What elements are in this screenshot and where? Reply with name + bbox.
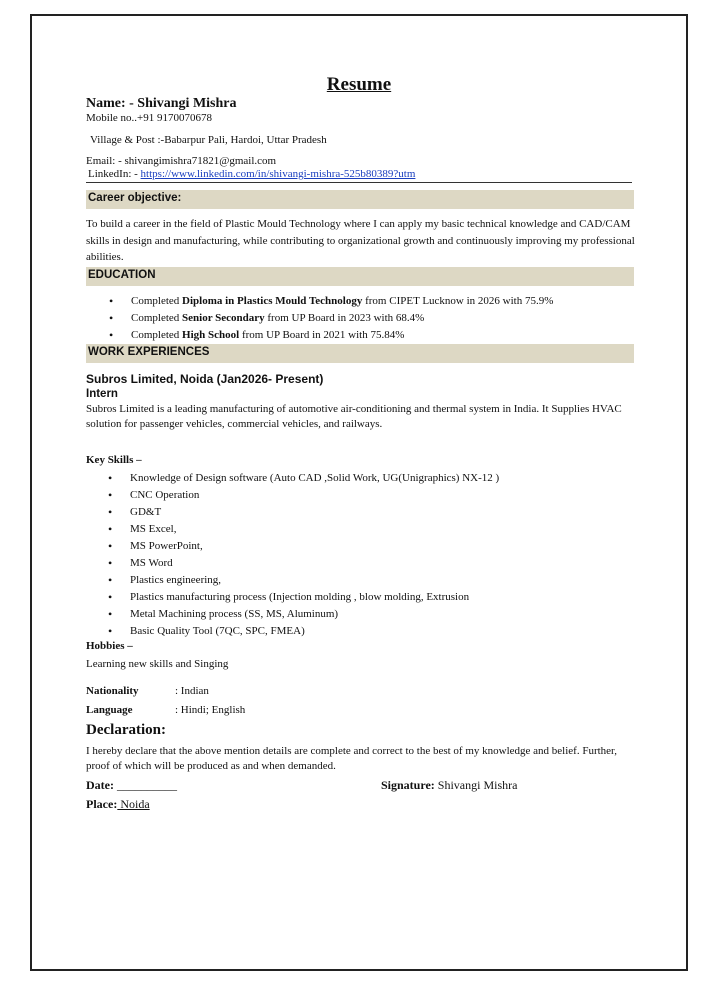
bullet-icon: • [108,471,113,485]
date-line [86,778,177,793]
bullet-icon: • [109,294,114,308]
mobile-number: Mobile no..+91 9170070678 [86,112,212,124]
bullet-icon: • [108,505,113,519]
skill-item: • Metal Machining process (SS, MS, Aluminum) [108,607,339,621]
bullet-icon: • [108,573,113,587]
career-objective-text: To build a career in the field of Plastic Mould Technology where I can apply my basic technical knowledge and CAD/CAM skills in design and manufacturing, while contributing to organizational growth and continuously improving my professional abilities. [86,218,635,263]
declaration-text: I hereby declare that the above mention details are complete and correct to the best of my knowledge and belief. Further, proof of which will be produced as and when demanded. [86,745,618,772]
bullet-icon: • [108,488,113,502]
skill-item: • GD&T [108,505,162,519]
skill-item: • Basic Quality Tool (7QC, SPC, FMEA) [108,624,305,638]
education-item: • Completed Diploma in Plastics Mould Technology from CIPET Lucknow in 2026 with 75.9% [109,294,554,308]
bullet-icon: • [108,607,113,621]
skill-item: • Plastics manufacturing process (Injection molding , blow molding, Extrusion [108,590,470,604]
nationality-label: Nationality [86,685,139,697]
signature-line [381,778,517,793]
bullet-icon: • [109,328,114,342]
company-dates: (Jan2026- Present) [213,372,324,386]
work-experience-band [86,344,634,363]
education-item: • Completed High School from UP Board in 2021 with 75.84% [109,328,405,342]
skill-item: • Knowledge of Design software (Auto CAD ,Solid Work, UG(Unigraphics) NX-12 ) [108,471,500,485]
skill-item: • Plastics engineering, [108,573,222,587]
candidate-name: Name: - Shivangi Mishra [86,96,237,111]
signature-label: Signature: [381,778,435,792]
career-objective-band [86,190,634,209]
address: Village & Post :-Babarpur Pali, Hardoi, Uttar Pradesh [90,134,327,146]
linkedin-link[interactable]: https://www.linkedin.com/in/shivangi-mishra-525b80389?utm [140,168,416,180]
signature-value: Shivangi Mishra [434,778,518,792]
company-name: Subros Limited, Noida [86,372,214,386]
skill-item: • MS Excel, [108,522,177,536]
job-role: Intern [86,388,118,400]
bullet-icon: • [109,311,114,325]
email: Email: - shivangimishra71821@gmail.com [86,155,277,167]
date-blank: __________ [113,778,177,792]
nationality-value: : Indian [175,685,209,697]
resume-title: Resume [326,74,392,95]
bullet-icon: • [108,624,113,638]
section-heading-career: Career objective: [88,192,182,204]
declaration-heading: Declaration: [86,722,166,738]
bullet-icon: • [108,590,113,604]
linkedin-line [88,168,415,180]
place-value: Noida [117,797,150,811]
education-item: • Completed Senior Secondary from UP Board in 2023 with 68.4% [109,311,425,325]
bullet-icon: • [108,522,113,536]
linkedin-label: LinkedIn: - [88,168,141,180]
section-heading-education: EDUCATION [88,269,156,281]
place-line [86,797,150,812]
language-label: Language [86,704,133,716]
skill-item: • MS Word [108,556,173,570]
date-label: Date: [86,778,114,792]
hobbies-text: Learning new skills and Singing [86,658,229,670]
section-heading-work: WORK EXPERIENCES [88,346,210,358]
key-skills-heading: Key Skills – [86,454,142,466]
place-label: Place: [86,797,118,811]
company-description: Subros Limited is a leading manufacturing of automotive air-conditioning and thermal system in India. It Supplies HVAC solution for passenger vehicles, commercial vehicles, and railways. [86,403,622,430]
bullet-icon: • [108,556,113,570]
education-band [86,267,634,286]
bullet-icon: • [108,539,113,553]
header-divider [86,182,632,183]
skill-item: • MS PowerPoint, [108,539,203,553]
company-line [86,372,323,386]
hobbies-heading: Hobbies – [86,640,133,652]
language-value: : Hindi; English [175,704,246,716]
skill-item: • CNC Operation [108,488,200,502]
